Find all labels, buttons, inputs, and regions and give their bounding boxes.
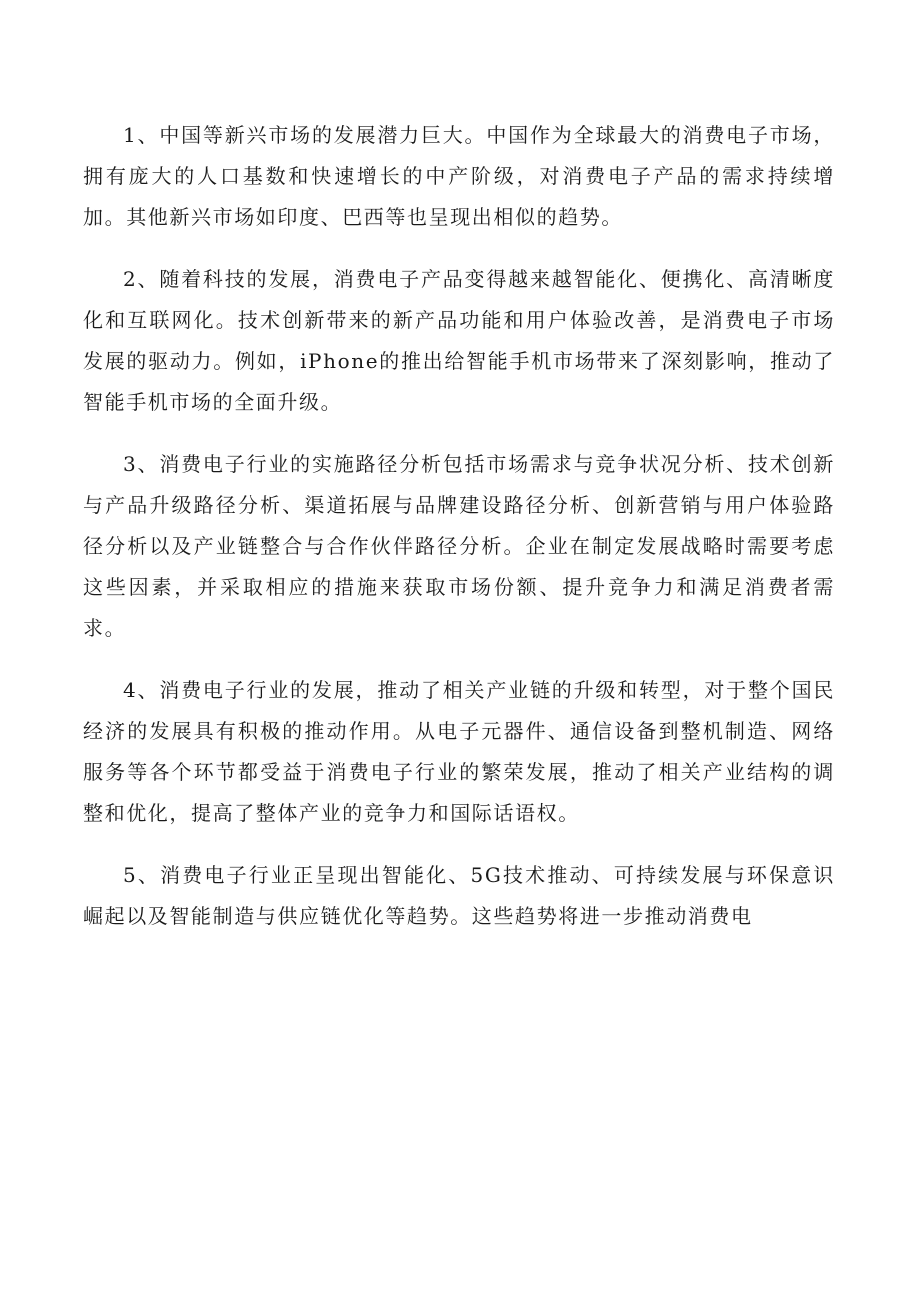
paragraph-4: 4、消费电子行业的发展，推动了相关产业链的升级和转型，对于整个国民经济的发展具有积极的推动作用。从电子元器件、通信设备到整机制造、网络服务等各个环节都受益于消费电子行业的繁荣发展，推动了相关产业结构的调整和优化，提高了整体产业的竞争力和国际话语权。 bbox=[83, 678, 835, 825]
paragraph-3: 3、消费电子行业的实施路径分析包括市场需求与竞争状况分析、技术创新与产品升级路径分析、渠道拓展与品牌建设路径分析、创新营销与用户体验路径分析以及产业链整合与合作伙伴路径分析。企业在制定发展战略时需要考虑这些因素，并采取相应的措施来获取市场份额、提升竞争力和满足消费者需求。 bbox=[83, 452, 835, 640]
paragraph-2: 2、随着科技的发展，消费电子产品变得越来越智能化、便携化、高清晰度化和互联网化。技术创新带来的新产品功能和用户体验改善，是消费电子市场发展的驱动力。例如，iPhone的推出给智能手机市场带来了深刻影响，推动了智能手机市场的全面升级。 bbox=[83, 267, 835, 414]
paragraph-1: 1、中国等新兴市场的发展潜力巨大。中国作为全球最大的消费电子市场，拥有庞大的人口基数和快速增长的中产阶级，对消费电子产品的需求持续增加。其他新兴市场如印度、巴西等也呈现出相似的趋势。 bbox=[83, 123, 835, 229]
paragraph-5: 5、消费电子行业正呈现出智能化、5G技术推动、可持续发展与环保意识崛起以及智能制造与供应链优化等趋势。这些趋势将进一步推动消费电 bbox=[83, 863, 835, 928]
document-body bbox=[83, 115, 835, 958]
